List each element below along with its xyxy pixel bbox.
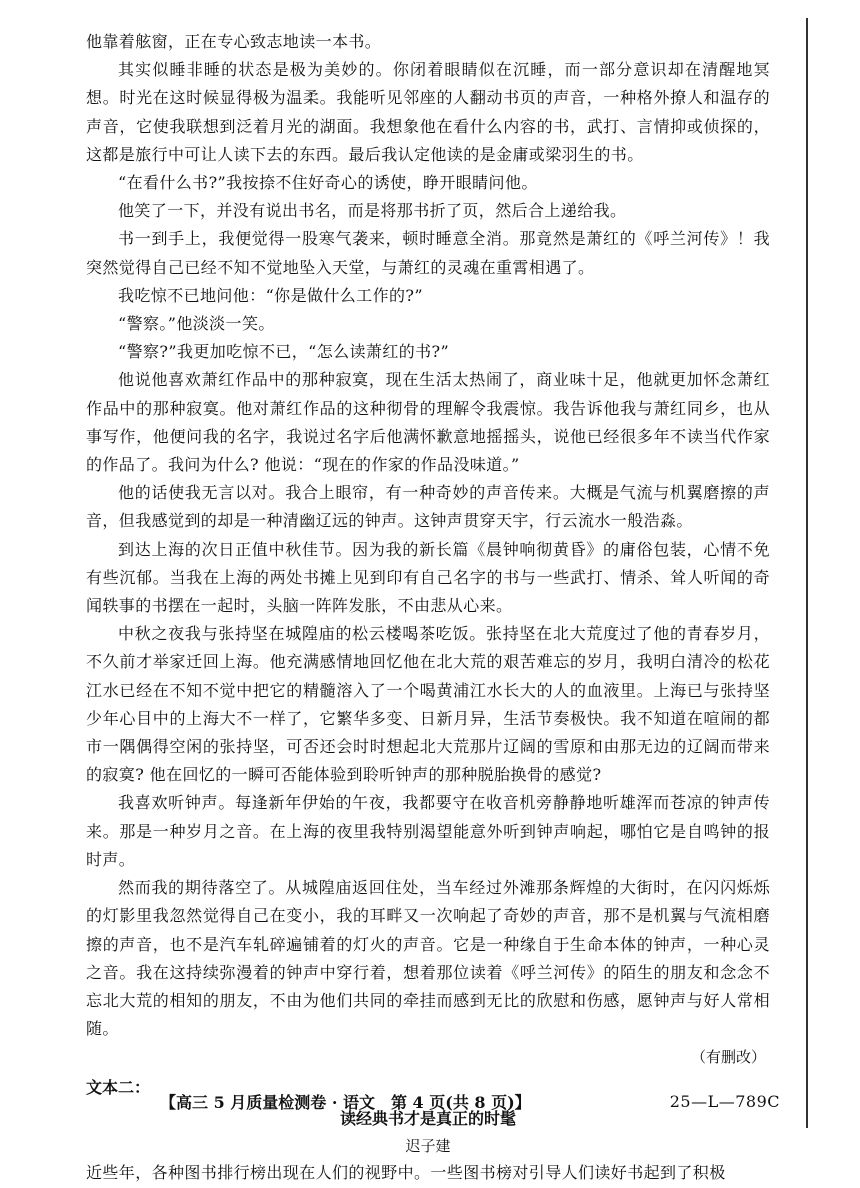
margin-rule	[806, 18, 808, 1128]
footer-label: 【高三 5 月质量检测卷 · 语文 第 4 页(共 8 页)】	[160, 1093, 531, 1112]
article-title: 读经典书才是真正的时髦	[339, 1109, 516, 1129]
paragraph: 其实似睡非睡的状态是极为美妙的。你闭着眼睛似在沉睡，而一部分意识却在清醒地冥想。时光在这时候显得极为温柔。我能听见邻座的人翻动书页的声音，一种格外撩人和温存的声音，它使我联想到泛着月光的湖面。我想象他在看什么内容的书，武打、言情抑或侦探的，这都是旅行中可让人读下去的东西。最后我认定他读的是金庸或梁羽生的书。	[86, 60, 770, 164]
paragraph: 他的话使我无言以对。我合上眼帘，有一种奇妙的声音传来。大概是气流与机翼磨擦的声音，但我感觉到的却是一种清幽辽远的钟声。这钟声贯穿天宇，行云流水一般浩淼。	[86, 483, 770, 531]
paragraph: “在看什么书?”我按捺不住好奇心的诱使，睁开眼睛问他。	[118, 173, 538, 193]
footer-code: 25—L—789C	[669, 1092, 780, 1111]
paragraph: 他靠着舷窗，正在专心致志地读一本书。	[86, 32, 382, 51]
text-body	[86, 28, 770, 1188]
paragraph: 到达上海的次日正值中秋佳节。因为我的新长篇《晨钟响彻黄昏》的庸俗包装，心情不免有些沉郁。当我在上海的两处书摊上见到印有自己名字的书与一些武打、情杀、耸人听闻的奇闻轶事的书摆在一起时，头脑一阵阵发胀，不由悲从心来。	[86, 539, 770, 616]
paragraph: 中秋之夜我与张持坚在城隍庙的松云楼喝茶吃饭。张持坚在北大荒度过了他的青春岁月，不久前才举家迁回上海。他充满感情地回忆他在北大荒的艰苦难忘的岁月，我明白清冷的松花江水已经在不知不觉中把它的精髓溶入了一个喝黄浦江水长大的人的血液里。上海已与张持坚少年心目中的上海大不一样了，它繁华多变、日新月异，生活节奏极快。我不知道在喧闹的都市一隅偶得空闲的张持坚，可否还会时时想起北大荒那片辽阔的雪原和由那无边的辽阔而带来的寂寞? 他在回忆的一瞬可否能体验到聆听钟声的那种脱胎换骨的感觉?	[86, 624, 770, 785]
paragraph: 然而我的期待落空了。从城隍庙返回住处，当车经过外滩那条辉煌的大街时，在闪闪烁烁的灯影里我忽然觉得自己在变小，我的耳畔又一次响起了奇妙的声音，那不是机翼与气流相磨擦的声音，也不是汽车轧碎遍铺着的灯火的声音。它是一种缘自于生命本体的钟声，一种心灵之音。我在这持续弥漫着的钟声中穿行着，想着那位读着《呼兰河传》的陌生的朋友和念念不忘北大荒的相知的朋友，不由为他们共同的牵挂而感到无比的欣慰和伤感，愿钟声与好人常相随。	[86, 878, 770, 1039]
section-label: 文本二：	[86, 1078, 151, 1098]
page-footer	[160, 1090, 780, 1113]
paragraph: 我喜欢听钟声。每逢新年伊始的午夜，我都要守在收音机旁静静地听雄浑而苍凉的钟声传来。那是一种岁月之音。在上海的夜里我特别渴望能意外听到钟声响起，哪怕它是自鸣钟的报时声。	[86, 793, 770, 869]
paragraph: 我吃惊不已地问他：“你是做什么工作的?”	[118, 285, 423, 305]
source-note: （有删改）	[690, 1048, 766, 1067]
article-first-line: 近些年，各种图书排行榜出现在人们的视野中。一些图书榜对引导人们读好书起到了积极	[86, 1163, 726, 1183]
paragraph: 他说他喜欢萧红作品中的那种寂寞，现在生活太热闹了，商业味十足，他就更加怀念萧红作品中的那种寂寞。他对萧红作品的这种彻骨的理解令我震惊。我告诉他我与萧红同乡，也从事写作，他便问我的名字，我说过名字后他满怀歉意地摇摇头，说他已经很多年不读当代作家的作品了。我问为什么? 他说：“现在的作家的作品没味道。”	[86, 370, 770, 475]
paragraph: 书一到手上，我便觉得一股寒气袭来，顿时睡意全消。那竟然是萧红的《呼兰河传》！我突然觉得自己已经不知不觉地坠入天堂，与萧红的灵魂在重霄相遇了。	[86, 229, 770, 277]
paragraph: “警察?”我更加吃惊不已，“怎么读萧红的书?”	[118, 342, 450, 362]
paragraph: 他笑了一下，并没有说出书名，而是将那书折了页，然后合上递给我。	[118, 201, 627, 221]
paragraph: “警察。”他淡淡一笑。	[118, 314, 275, 334]
article-author: 迟子建	[405, 1137, 451, 1156]
